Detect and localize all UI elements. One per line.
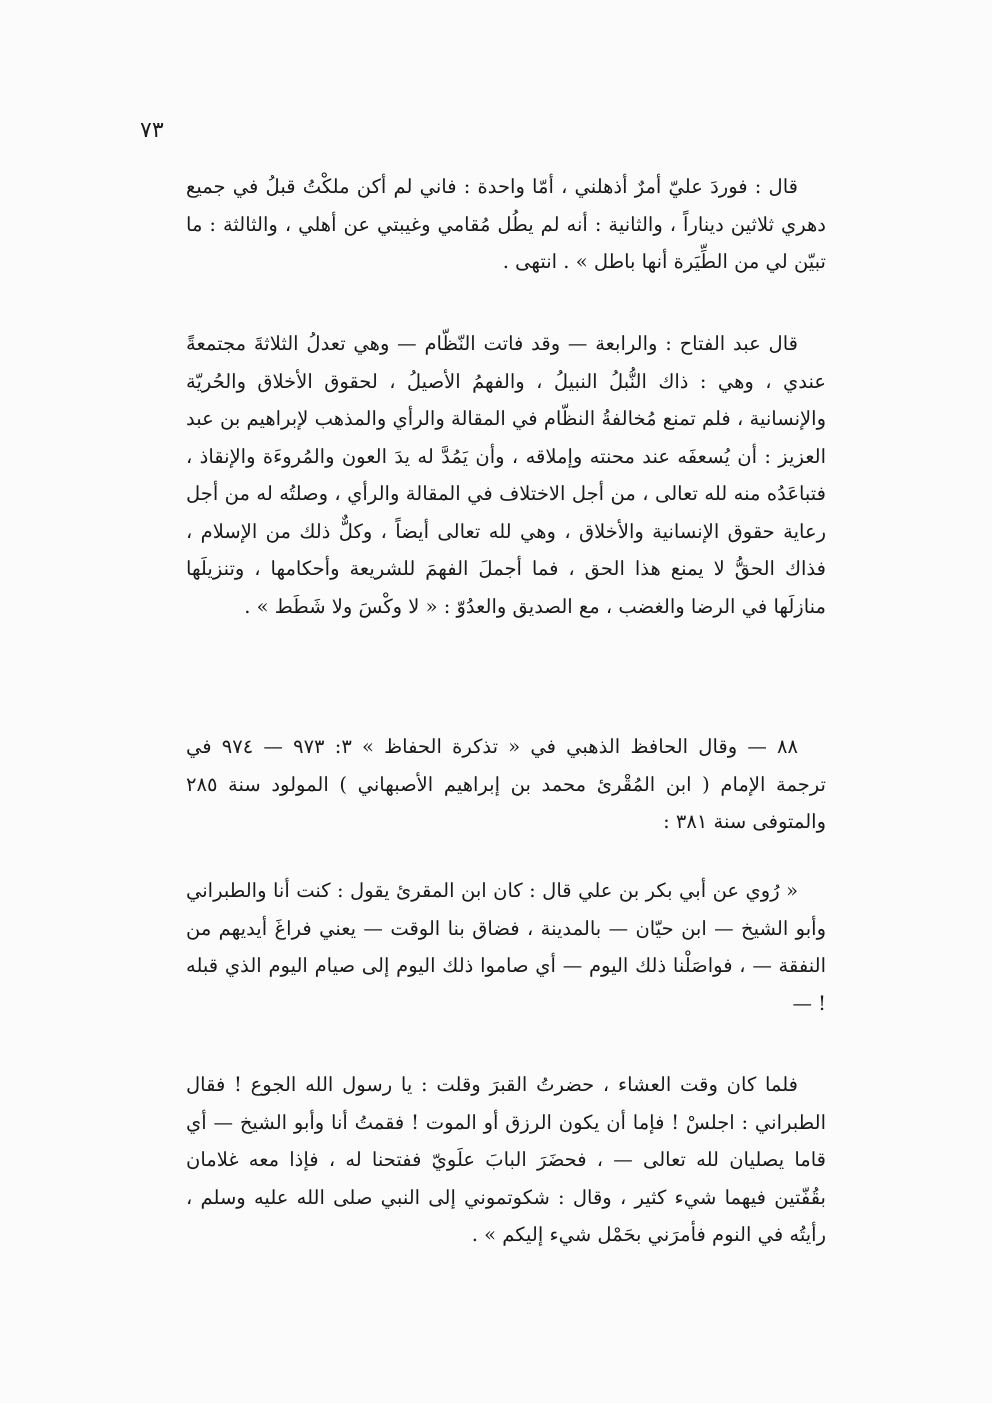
paragraph-text: قال : فوردَ عليّ أمرٌ أذهلني ، أمّا واحدة : فاني لم أكن ملكْتُ قبلُ في جميع دهري ثلاثين ديناراً ، والثانية : أنه لم يطُل مُقامي وغيبتي عن أهلي ، والثالثة : ما تبيّن لي من الطِّيَرة أنها باطل » . انتهى .	[186, 175, 826, 273]
paragraph-4	[186, 872, 826, 1022]
paragraph-text: « رُوي عن أبي بكر بن علي قال : كان ابن المقرئ يقول : كنت أنا والطبراني وأبو الشيخ — ابن حيّان — بالمدينة ، فضاق بنا الوقت — يعني فراغَ أيديهم من النفقة — ، فواصَلْنا ذلك اليوم — أي صاموا ذلك اليوم إلى صيام اليوم الذي قبله ! —	[186, 879, 826, 1015]
paragraph-text: فلما كان وقت العشاء ، حضرتُ القبرَ وقلت : يا رسول الله الجوع ! فقال الطبراني : اجلسْ ! فإما أن يكون الرزق أو الموت ! فقمتُ أنا وأبو الشيخ — أي قاما يصليان لله تعالى — ، فحضَرَ البابَ علَويّ ففتحنا له ، فإذا معه غلامان بقُفّتين فيهما شيء كثير ، وقال : شكوتموني إلى النبي صلى الله عليه وسلم ، رأيتُه في النوم فأمرَني بحَمْل شيء إليكم » .	[186, 1073, 826, 1246]
paragraph-text: قال عبد الفتاح : والرابعة — وقد فاتت النّظّام — وهي تعدلُ الثلاثةَ مجتمعةً عندي ، وهي : ذاك النُّبلُ النبيلُ ، والفهمُ الأصيلُ ، لحقوق الأخلاق والحُريّة والإنسانية ، فلم تمنع مُخالفةُ النظّام في المقالة والرأي والمذهب لإبراهيم بن عبد العزيز : أن يُسعفَه عند محنته وإملاقه ، وأن يَمُدَّ له يدَ العون والمُروءَة والإنقاذ ، فتباعَدُه منه لله تعالى ، من أجل الاختلاف في المقالة والرأي ، وصلتُه له من أجل رعاية حقوق الإنسانية والأخلاق ، وهي لله تعالى أيضاً ، وكلٌّ ذلك من الإسلام ، فذاك الحقُّ لا يمنع هذا الحق ، فما أجملَ الفهمَ للشريعة وأحكامها ، وتنزيلَها منازلَها في الرضا والغضب ، مع الصديق والعدُوّ : « لا وكْسَ ولا شَطَط » .	[186, 332, 826, 618]
page-number: ٧٣	[140, 118, 164, 143]
paragraph-3	[186, 728, 826, 841]
paragraph-text: ٨٨ — وقال الحافظ الذهبي في « تذكرة الحفاظ » ٣: ٩٧٣ — ٩٧٤ في ترجمة الإمام ( ابن المُقْرئ محمد بن إبراهيم الأصبهاني ) المولود سنة ٢٨٥ والمتوفى سنة ٣٨١ :	[186, 735, 826, 833]
paragraph-1	[186, 168, 826, 281]
paragraph-2	[186, 325, 826, 625]
paragraph-5	[186, 1066, 826, 1254]
